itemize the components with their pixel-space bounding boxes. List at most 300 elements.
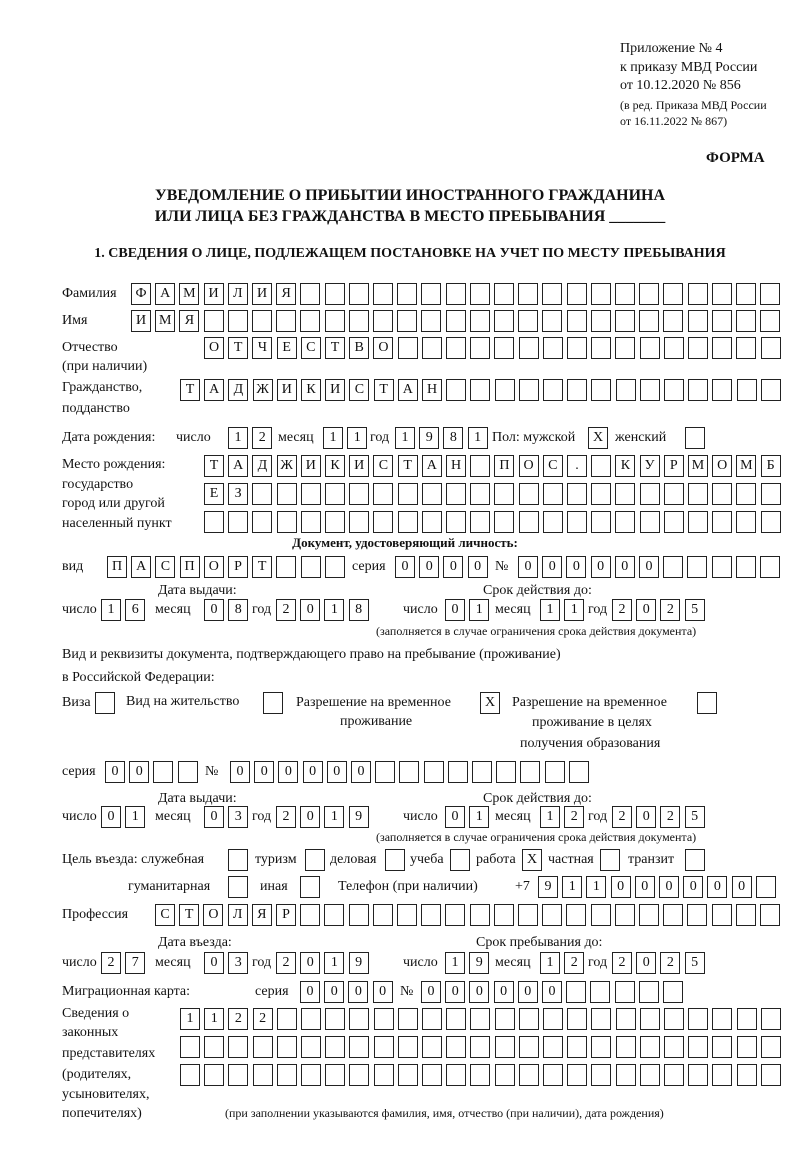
char-box-birth-place-3[interactable]: [688, 511, 708, 533]
char-box-birth-place-2[interactable]: [494, 483, 514, 505]
char-box-birth-place-2[interactable]: [519, 483, 539, 505]
char-box-right-number[interactable]: 0: [230, 761, 250, 783]
char-box-patronymic[interactable]: Т: [325, 337, 345, 359]
char-box-right-issue-month[interactable]: 0: [204, 806, 224, 828]
char-box-birth-month[interactable]: 1: [347, 427, 367, 449]
char-box-patronymic[interactable]: [494, 337, 514, 359]
char-box-reps-3[interactable]: [591, 1064, 611, 1086]
char-box-right-valid-day[interactable]: 1: [469, 806, 489, 828]
char-box-reps-2[interactable]: [495, 1036, 515, 1058]
char-box-surname[interactable]: [470, 283, 490, 305]
char-box-id-number[interactable]: [663, 556, 683, 578]
char-box-reps-1[interactable]: 2: [228, 1008, 248, 1030]
char-box-birth-place-1[interactable]: Р: [664, 455, 684, 477]
char-box-id-valid-day[interactable]: 1: [469, 599, 489, 621]
char-box-birth-place-3[interactable]: [277, 511, 297, 533]
char-box-stay-year[interactable]: 2: [612, 952, 632, 974]
char-box-reps-1[interactable]: [737, 1008, 757, 1030]
char-box-citizenship[interactable]: С: [349, 379, 369, 401]
char-box-citizenship[interactable]: [761, 379, 781, 401]
char-box-right-number[interactable]: [472, 761, 492, 783]
char-box-birth-place-1[interactable]: [470, 455, 490, 477]
char-box-birth-place-1[interactable]: .: [567, 455, 587, 477]
char-box-right-series[interactable]: 0: [129, 761, 149, 783]
char-box-birth-place-3[interactable]: [446, 511, 466, 533]
char-box-id-number[interactable]: 0: [591, 556, 611, 578]
char-box-patronymic[interactable]: В: [349, 337, 369, 359]
char-box-profession[interactable]: Р: [276, 904, 296, 926]
char-box-citizenship[interactable]: [640, 379, 660, 401]
char-box-reps-1[interactable]: [349, 1008, 369, 1030]
char-box-id-kind[interactable]: [276, 556, 296, 578]
char-box-reps-2[interactable]: [228, 1036, 248, 1058]
char-box-name[interactable]: [276, 310, 296, 332]
char-box-birth-place-3[interactable]: [325, 511, 345, 533]
char-box-name[interactable]: [446, 310, 466, 332]
char-box-id-number[interactable]: 0: [639, 556, 659, 578]
char-box-surname[interactable]: [373, 283, 393, 305]
char-box-phone[interactable]: 0: [683, 876, 703, 898]
char-box-surname[interactable]: Ф: [131, 283, 151, 305]
char-box-citizenship[interactable]: И: [325, 379, 345, 401]
checkbox-right-residence[interactable]: [263, 692, 283, 714]
char-box-birth-place-1[interactable]: О: [712, 455, 732, 477]
char-box-right-number[interactable]: 0: [278, 761, 298, 783]
char-box-phone[interactable]: 0: [611, 876, 631, 898]
char-box-profession[interactable]: [445, 904, 465, 926]
char-box-patronymic[interactable]: [640, 337, 660, 359]
char-box-id-number[interactable]: [760, 556, 780, 578]
char-box-id-kind[interactable]: Р: [228, 556, 248, 578]
char-box-phone[interactable]: 9: [538, 876, 558, 898]
char-box-reps-1[interactable]: [591, 1008, 611, 1030]
char-box-stay-year[interactable]: 2: [660, 952, 680, 974]
char-box-mc-number[interactable]: 0: [542, 981, 562, 1003]
checkbox-right-temp-edu[interactable]: [697, 692, 717, 714]
char-box-entry-day[interactable]: 7: [125, 952, 145, 974]
char-box-patronymic[interactable]: [543, 337, 563, 359]
char-box-right-issue-year[interactable]: 9: [349, 806, 369, 828]
char-box-surname[interactable]: [663, 283, 683, 305]
char-box-citizenship[interactable]: [737, 379, 757, 401]
char-box-reps-3[interactable]: [277, 1064, 297, 1086]
char-box-patronymic[interactable]: [398, 337, 418, 359]
char-box-birth-place-3[interactable]: [228, 511, 248, 533]
char-box-profession[interactable]: [566, 904, 586, 926]
checkbox-purpose-work[interactable]: X: [522, 849, 542, 871]
char-box-patronymic[interactable]: [712, 337, 732, 359]
char-box-id-number[interactable]: 0: [566, 556, 586, 578]
char-box-profession[interactable]: [349, 904, 369, 926]
char-box-mc-number[interactable]: [639, 981, 659, 1003]
char-box-reps-1[interactable]: [422, 1008, 442, 1030]
char-box-birth-place-2[interactable]: [277, 483, 297, 505]
char-box-id-kind[interactable]: С: [155, 556, 175, 578]
char-box-name[interactable]: [325, 310, 345, 332]
char-box-profession[interactable]: [687, 904, 707, 926]
char-box-mc-series[interactable]: 0: [348, 981, 368, 1003]
char-box-reps-2[interactable]: [761, 1036, 781, 1058]
char-box-mc-series[interactable]: 0: [373, 981, 393, 1003]
char-box-citizenship[interactable]: Н: [422, 379, 442, 401]
char-box-reps-2[interactable]: [543, 1036, 563, 1058]
char-box-reps-2[interactable]: [180, 1036, 200, 1058]
char-box-citizenship[interactable]: Т: [180, 379, 200, 401]
char-box-reps-3[interactable]: [567, 1064, 587, 1086]
char-box-birth-place-2[interactable]: З: [228, 483, 248, 505]
char-box-reps-2[interactable]: [374, 1036, 394, 1058]
char-box-reps-1[interactable]: [519, 1008, 539, 1030]
char-box-reps-2[interactable]: [325, 1036, 345, 1058]
char-box-surname[interactable]: [446, 283, 466, 305]
char-box-phone[interactable]: 1: [586, 876, 606, 898]
char-box-surname[interactable]: [421, 283, 441, 305]
char-box-right-number[interactable]: 0: [254, 761, 274, 783]
char-box-phone[interactable]: [756, 876, 776, 898]
char-box-birth-place-3[interactable]: [712, 511, 732, 533]
char-box-surname[interactable]: [325, 283, 345, 305]
char-box-birth-place-2[interactable]: [591, 483, 611, 505]
char-box-birth-place-2[interactable]: [325, 483, 345, 505]
char-box-surname[interactable]: И: [252, 283, 272, 305]
char-box-birth-place-3[interactable]: [615, 511, 635, 533]
char-box-reps-3[interactable]: [543, 1064, 563, 1086]
char-box-reps-1[interactable]: 2: [253, 1008, 273, 1030]
char-box-patronymic[interactable]: [470, 337, 490, 359]
char-box-birth-place-2[interactable]: [688, 483, 708, 505]
char-box-mc-series[interactable]: 0: [300, 981, 320, 1003]
char-box-patronymic[interactable]: О: [373, 337, 393, 359]
checkbox-purpose-tourism[interactable]: [305, 849, 325, 871]
char-box-birth-place-1[interactable]: Т: [204, 455, 224, 477]
char-box-birth-place-1[interactable]: Т: [398, 455, 418, 477]
char-box-right-number[interactable]: 0: [303, 761, 323, 783]
checkbox-sex-male[interactable]: X: [588, 427, 608, 449]
char-box-reps-2[interactable]: [204, 1036, 224, 1058]
char-box-birth-year[interactable]: 8: [443, 427, 463, 449]
char-box-phone[interactable]: 1: [562, 876, 582, 898]
checkbox-right-temp[interactable]: X: [480, 692, 500, 714]
char-box-patronymic[interactable]: [688, 337, 708, 359]
char-box-reps-2[interactable]: [616, 1036, 636, 1058]
char-box-citizenship[interactable]: Д: [228, 379, 248, 401]
char-box-mc-number[interactable]: 0: [518, 981, 538, 1003]
char-box-right-valid-month[interactable]: 2: [564, 806, 584, 828]
char-box-birth-place-1[interactable]: С: [373, 455, 393, 477]
char-box-right-series[interactable]: [153, 761, 173, 783]
char-box-surname[interactable]: [349, 283, 369, 305]
char-box-patronymic[interactable]: [567, 337, 587, 359]
char-box-surname[interactable]: [567, 283, 587, 305]
char-box-profession[interactable]: [663, 904, 683, 926]
char-box-reps-3[interactable]: [349, 1064, 369, 1086]
char-box-mc-number[interactable]: 0: [421, 981, 441, 1003]
char-box-reps-1[interactable]: [495, 1008, 515, 1030]
char-box-entry-month[interactable]: 0: [204, 952, 224, 974]
char-box-reps-3[interactable]: [616, 1064, 636, 1086]
char-box-name[interactable]: М: [155, 310, 175, 332]
char-box-birth-place-1[interactable]: М: [688, 455, 708, 477]
char-box-birth-place-1[interactable]: У: [640, 455, 660, 477]
char-box-birth-place-3[interactable]: [664, 511, 684, 533]
char-box-phone[interactable]: 0: [635, 876, 655, 898]
char-box-patronymic[interactable]: [446, 337, 466, 359]
char-box-reps-3[interactable]: [253, 1064, 273, 1086]
char-box-birth-place-3[interactable]: [470, 511, 490, 533]
char-box-profession[interactable]: [712, 904, 732, 926]
char-box-patronymic[interactable]: [591, 337, 611, 359]
char-box-citizenship[interactable]: [712, 379, 732, 401]
char-box-birth-place-1[interactable]: О: [519, 455, 539, 477]
char-box-entry-month[interactable]: 3: [228, 952, 248, 974]
char-box-phone[interactable]: 0: [732, 876, 752, 898]
char-box-name[interactable]: [760, 310, 780, 332]
char-box-reps-3[interactable]: [470, 1064, 490, 1086]
char-box-id-issue-year[interactable]: 0: [300, 599, 320, 621]
char-box-surname[interactable]: [518, 283, 538, 305]
char-box-surname[interactable]: И: [204, 283, 224, 305]
char-box-patronymic[interactable]: [761, 337, 781, 359]
char-box-mc-number[interactable]: [663, 981, 683, 1003]
char-box-reps-3[interactable]: [446, 1064, 466, 1086]
char-box-citizenship[interactable]: [519, 379, 539, 401]
char-box-birth-place-2[interactable]: [398, 483, 418, 505]
char-box-id-issue-month[interactable]: 8: [228, 599, 248, 621]
char-box-right-issue-year[interactable]: 0: [300, 806, 320, 828]
char-box-birth-place-2[interactable]: [615, 483, 635, 505]
char-box-right-number[interactable]: [520, 761, 540, 783]
char-box-right-number[interactable]: [569, 761, 589, 783]
char-box-surname[interactable]: [494, 283, 514, 305]
char-box-birth-place-3[interactable]: [252, 511, 272, 533]
char-box-profession[interactable]: [542, 904, 562, 926]
char-box-birth-place-3[interactable]: [301, 511, 321, 533]
char-box-reps-1[interactable]: 1: [204, 1008, 224, 1030]
checkbox-sex-female[interactable]: [685, 427, 705, 449]
char-box-patronymic[interactable]: Т: [228, 337, 248, 359]
char-box-reps-2[interactable]: [640, 1036, 660, 1058]
char-box-right-valid-day[interactable]: 0: [445, 806, 465, 828]
char-box-birth-year[interactable]: 1: [468, 427, 488, 449]
char-box-birth-place-3[interactable]: [761, 511, 781, 533]
char-box-profession[interactable]: С: [155, 904, 175, 926]
char-box-id-valid-day[interactable]: 0: [445, 599, 465, 621]
char-box-birth-place-1[interactable]: А: [228, 455, 248, 477]
char-box-reps-3[interactable]: [640, 1064, 660, 1086]
char-box-birth-place-2[interactable]: [470, 483, 490, 505]
char-box-reps-2[interactable]: [253, 1036, 273, 1058]
char-box-reps-1[interactable]: [398, 1008, 418, 1030]
char-box-birth-place-3[interactable]: [494, 511, 514, 533]
char-box-surname[interactable]: [760, 283, 780, 305]
char-box-name[interactable]: И: [131, 310, 151, 332]
char-box-citizenship[interactable]: [495, 379, 515, 401]
char-box-citizenship[interactable]: [567, 379, 587, 401]
char-box-stay-day[interactable]: 1: [445, 952, 465, 974]
char-box-patronymic[interactable]: О: [204, 337, 224, 359]
char-box-reps-1[interactable]: 1: [180, 1008, 200, 1030]
char-box-entry-day[interactable]: 2: [101, 952, 121, 974]
char-box-surname[interactable]: [300, 283, 320, 305]
char-box-name[interactable]: [300, 310, 320, 332]
char-box-reps-1[interactable]: [277, 1008, 297, 1030]
char-box-profession[interactable]: Т: [179, 904, 199, 926]
char-box-id-valid-month[interactable]: 1: [540, 599, 560, 621]
char-box-reps-3[interactable]: [688, 1064, 708, 1086]
char-box-surname[interactable]: [736, 283, 756, 305]
char-box-name[interactable]: [252, 310, 272, 332]
checkbox-purpose-study[interactable]: [450, 849, 470, 871]
char-box-right-number[interactable]: [399, 761, 419, 783]
char-box-reps-3[interactable]: [737, 1064, 757, 1086]
char-box-name[interactable]: [349, 310, 369, 332]
char-box-birth-place-2[interactable]: [761, 483, 781, 505]
char-box-citizenship[interactable]: [688, 379, 708, 401]
char-box-id-issue-year[interactable]: 8: [349, 599, 369, 621]
char-box-profession[interactable]: [397, 904, 417, 926]
char-box-id-issue-year[interactable]: 1: [324, 599, 344, 621]
char-box-name[interactable]: [373, 310, 393, 332]
char-box-birth-place-2[interactable]: Е: [204, 483, 224, 505]
char-box-name[interactable]: [567, 310, 587, 332]
char-box-reps-1[interactable]: [567, 1008, 587, 1030]
char-box-reps-1[interactable]: [543, 1008, 563, 1030]
char-box-stay-year[interactable]: 0: [636, 952, 656, 974]
checkbox-purpose-business[interactable]: [385, 849, 405, 871]
char-box-reps-1[interactable]: [688, 1008, 708, 1030]
char-box-profession[interactable]: [760, 904, 780, 926]
char-box-birth-place-1[interactable]: Ж: [277, 455, 297, 477]
char-box-citizenship[interactable]: Ж: [253, 379, 273, 401]
char-box-reps-2[interactable]: [422, 1036, 442, 1058]
char-box-reps-3[interactable]: [761, 1064, 781, 1086]
char-box-profession[interactable]: [470, 904, 490, 926]
char-box-name[interactable]: [663, 310, 683, 332]
char-box-birth-place-2[interactable]: [664, 483, 684, 505]
char-box-id-number[interactable]: 0: [615, 556, 635, 578]
char-box-right-valid-year[interactable]: 0: [636, 806, 656, 828]
char-box-surname[interactable]: [688, 283, 708, 305]
char-box-surname[interactable]: А: [155, 283, 175, 305]
char-box-name[interactable]: [228, 310, 248, 332]
char-box-right-issue-year[interactable]: 1: [324, 806, 344, 828]
char-box-id-valid-year[interactable]: 2: [660, 599, 680, 621]
char-box-surname[interactable]: [615, 283, 635, 305]
char-box-right-issue-year[interactable]: 2: [276, 806, 296, 828]
char-box-reps-1[interactable]: [712, 1008, 732, 1030]
char-box-birth-place-1[interactable]: М: [736, 455, 756, 477]
char-box-mc-number[interactable]: [566, 981, 586, 1003]
char-box-birth-place-3[interactable]: [349, 511, 369, 533]
char-box-right-issue-month[interactable]: 3: [228, 806, 248, 828]
char-box-reps-3[interactable]: [712, 1064, 732, 1086]
char-box-reps-3[interactable]: [374, 1064, 394, 1086]
char-box-birth-place-3[interactable]: [398, 511, 418, 533]
char-box-id-kind[interactable]: П: [180, 556, 200, 578]
char-box-citizenship[interactable]: И: [277, 379, 297, 401]
char-box-right-valid-year[interactable]: 2: [660, 806, 680, 828]
char-box-reps-1[interactable]: [616, 1008, 636, 1030]
char-box-name[interactable]: [712, 310, 732, 332]
char-box-name[interactable]: [688, 310, 708, 332]
char-box-reps-3[interactable]: [398, 1064, 418, 1086]
char-box-right-number[interactable]: 0: [351, 761, 371, 783]
char-box-surname[interactable]: [639, 283, 659, 305]
char-box-id-kind[interactable]: А: [131, 556, 151, 578]
char-box-surname[interactable]: Л: [228, 283, 248, 305]
char-box-birth-place-2[interactable]: [301, 483, 321, 505]
char-box-citizenship[interactable]: [616, 379, 636, 401]
char-box-reps-3[interactable]: [519, 1064, 539, 1086]
char-box-name[interactable]: [518, 310, 538, 332]
char-box-birth-place-1[interactable]: К: [615, 455, 635, 477]
char-box-citizenship[interactable]: [470, 379, 490, 401]
char-box-birth-place-2[interactable]: [349, 483, 369, 505]
char-box-birth-place-3[interactable]: [373, 511, 393, 533]
char-box-birth-place-1[interactable]: Д: [252, 455, 272, 477]
char-box-id-issue-day[interactable]: 6: [125, 599, 145, 621]
char-box-reps-3[interactable]: [301, 1064, 321, 1086]
char-box-surname[interactable]: [591, 283, 611, 305]
checkbox-purpose-service[interactable]: [228, 849, 248, 871]
char-box-entry-year[interactable]: 2: [276, 952, 296, 974]
char-box-reps-2[interactable]: [446, 1036, 466, 1058]
char-box-reps-2[interactable]: [712, 1036, 732, 1058]
char-box-citizenship[interactable]: [664, 379, 684, 401]
char-box-surname[interactable]: Я: [276, 283, 296, 305]
checkbox-purpose-humanitarian[interactable]: [228, 876, 248, 898]
char-box-name[interactable]: [639, 310, 659, 332]
char-box-reps-2[interactable]: [398, 1036, 418, 1058]
char-box-birth-place-3[interactable]: [204, 511, 224, 533]
char-box-reps-1[interactable]: [470, 1008, 490, 1030]
char-box-name[interactable]: [615, 310, 635, 332]
char-box-reps-1[interactable]: [664, 1008, 684, 1030]
char-box-id-series[interactable]: 0: [395, 556, 415, 578]
char-box-citizenship[interactable]: К: [301, 379, 321, 401]
checkbox-purpose-other[interactable]: [300, 876, 320, 898]
char-box-reps-1[interactable]: [374, 1008, 394, 1030]
char-box-right-valid-year[interactable]: 5: [685, 806, 705, 828]
char-box-profession[interactable]: [300, 904, 320, 926]
char-box-right-number[interactable]: [448, 761, 468, 783]
char-box-birth-place-2[interactable]: [373, 483, 393, 505]
char-box-reps-1[interactable]: [640, 1008, 660, 1030]
char-box-citizenship[interactable]: [543, 379, 563, 401]
char-box-right-issue-day[interactable]: 0: [101, 806, 121, 828]
char-box-birth-year[interactable]: 9: [419, 427, 439, 449]
char-box-birth-place-2[interactable]: [736, 483, 756, 505]
char-box-mc-series[interactable]: 0: [324, 981, 344, 1003]
char-box-id-kind[interactable]: [325, 556, 345, 578]
char-box-id-issue-year[interactable]: 2: [276, 599, 296, 621]
char-box-name[interactable]: [736, 310, 756, 332]
char-box-mc-number[interactable]: 0: [445, 981, 465, 1003]
char-box-birth-place-1[interactable]: Б: [761, 455, 781, 477]
char-box-profession[interactable]: [324, 904, 344, 926]
char-box-surname[interactable]: [397, 283, 417, 305]
char-box-patronymic[interactable]: С: [301, 337, 321, 359]
char-box-patronymic[interactable]: [615, 337, 635, 359]
char-box-name[interactable]: [421, 310, 441, 332]
char-box-profession[interactable]: [421, 904, 441, 926]
char-box-right-series[interactable]: [178, 761, 198, 783]
char-box-citizenship[interactable]: А: [398, 379, 418, 401]
char-box-citizenship[interactable]: [446, 379, 466, 401]
char-box-patronymic[interactable]: Е: [277, 337, 297, 359]
char-box-id-valid-year[interactable]: 0: [636, 599, 656, 621]
char-box-birth-place-2[interactable]: [543, 483, 563, 505]
